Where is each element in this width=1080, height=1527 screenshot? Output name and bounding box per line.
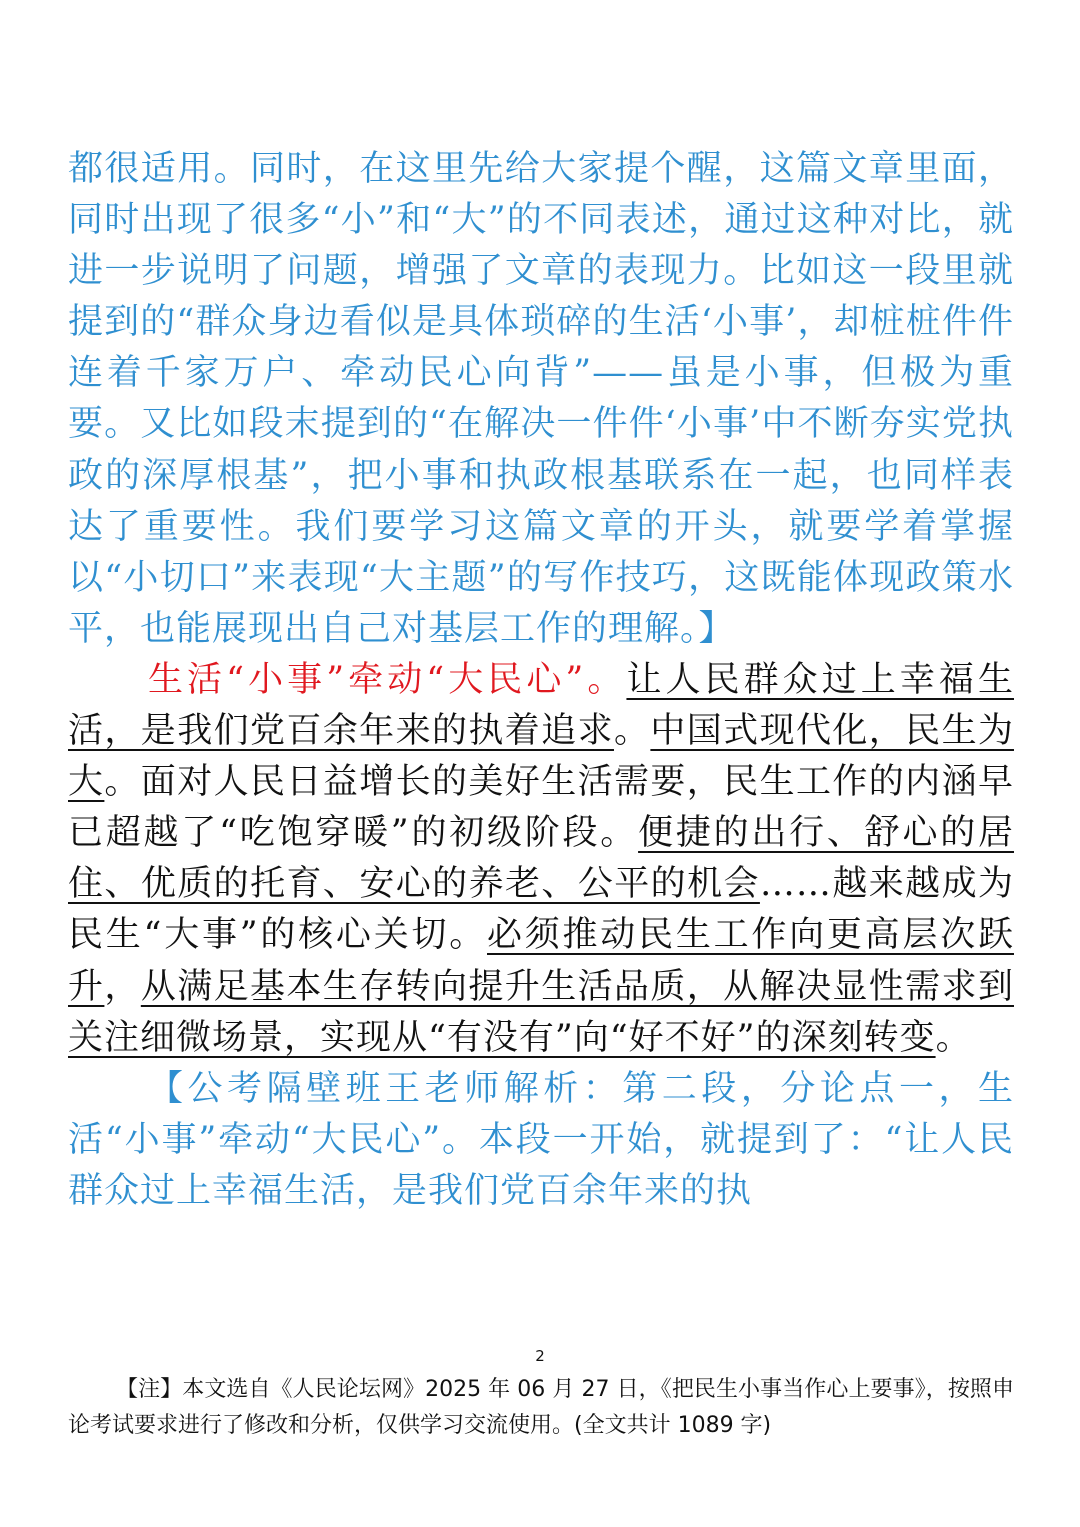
document-body	[68, 144, 1014, 1217]
analysis-paragraph-continued: 都很适用。同时，在这里先给大家提个醒，这篇文章里面，同时出现了很多“小”和“大”的不同表述，通过这种对比，就进一步说明了问题，增强了文章的表现力。比如这一段里就提到的“群众身边看似是具体琐碎的生活‘小事’，却桩桩件件连着千家万户、牵动民心向背”——虽是小事，但极为重要。又比如段末提到的“在解决一件件‘小事’中不断夯实党执政的深厚根基”，把小事和执政根基联系在一起，也同样表达了重要性。我们要学习这篇文章的开头，就要学着掌握以“小切口”来表现“大主题”的写作技巧，这既能体现政策水平，也能展现出自己对基层工作的理解。】	[68, 149, 1014, 649]
plain-text: 。	[613, 711, 651, 752]
footnote: 【注】本文选自《人民论坛网》2025 年 06 月 27 日，《把民生小事当作心上要事》，按照申论考试要求进行了修改和分析，仅供学习交流使用。(全文共计 1089 字)	[68, 1377, 1014, 1438]
main-paragraph	[68, 655, 1014, 1064]
paragraph-heading: 生活“小事”牵动“大民心”。	[148, 659, 627, 700]
plain-text: 。	[935, 1017, 972, 1058]
plain-text: ，	[104, 966, 141, 1007]
underlined-sentence: 必须推动民生工作向更高层次跃升	[68, 915, 1014, 1007]
underlined-sentence: 中国式现代化，民生为大	[68, 711, 1014, 803]
page-number: 2	[535, 1347, 545, 1365]
underlined-sentence: 从满足基本生存转向提升生活品质，从解决显性需求到关注细微场景，实现从“有没有”向“好不好”的深刻转变	[68, 966, 1014, 1058]
plain-text: ……越来越成为民生“大事”的核心关切。	[68, 864, 1014, 956]
underlined-sentence: 让人民群众过上幸福生活，是我们党百余年来的执着追求	[68, 659, 1014, 752]
analysis-paragraph: 【公考隔壁班王老师解析：第二段，分论点一，生活“小事”牵动“大民心”。本段一开始，就提到了：“让人民群众过上幸福生活，是我们党百余年来的执	[68, 1068, 1014, 1211]
underlined-sentence: 便捷的出行、舒心的居住、优质的托育、安心的养老、公平的机会	[68, 813, 1014, 905]
plain-text: 。面对人民日益增长的美好生活需要，民生工作的内涵早已超越了“吃饱穿暖”的初级阶段。	[68, 762, 1014, 854]
